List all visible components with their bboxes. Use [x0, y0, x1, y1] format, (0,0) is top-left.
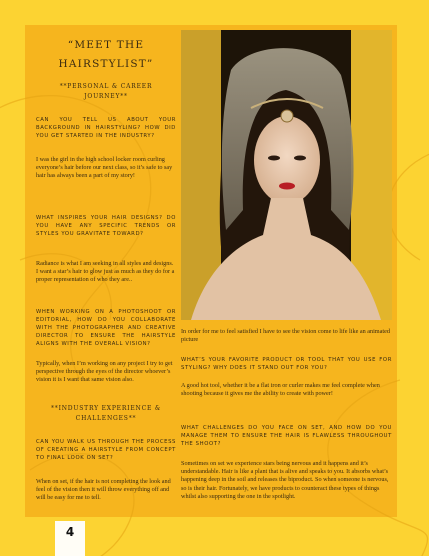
model-portrait-illustration	[181, 30, 392, 320]
page-number-box	[55, 521, 85, 556]
question-2: WHAT INSPIRES YOUR HAIR DESIGNS? DO YOU HAVE ANY SPECIFIC TRENDS OR STYLES YOU GRAVITATE TOWARD?	[36, 215, 176, 237]
section-heading-line-1: **PERSONAL & CAREER	[59, 83, 153, 90]
page-number: 4	[65, 525, 75, 539]
answer-6: Sometimes on set we experience stars being nervous and it happens and it’s understandable. Hair is like a plant that is alive and speaks to you. It absorbs what’s happening deep in the soil and releases the biproduct. So when someone is nervous, so is their hair. Fortunately, we have products to counteract these types of things whilst also supporting the one in the spotlight.	[181, 460, 389, 500]
answer-2: Radiance is what I am seeking in all styles and designs. I want a star’s hair to glow just as much as they do for a proper representation of who they are..	[36, 260, 175, 284]
left-column	[36, 30, 176, 502]
answer-3-continued: In order for me to feel satisfied I have to see the vision come to life like an animated picture	[181, 328, 390, 344]
hairstylist-model-photo	[181, 30, 392, 320]
section-heading-line-2: CHALLENGES**	[75, 415, 137, 422]
answer-1: I was the girl in the high school locker room curling everyone’s hair before our next class, so it’s safe to say hair has always been a part of my story!	[36, 156, 173, 180]
answer-5: A good hot tool, whether it be a flat iron or curler makes me feel complete when shooting because it gives me the ability to create with power!	[181, 382, 380, 398]
question-3: WHEN WORKING ON A PHOTOSHOOT OR EDITORIAL, HOW DO YOU COLLABORATE WITH THE PHOTOGRAPHER AND CREATIVE DIRECTOR TO ENSURE THE HAIRSTYLE ALIGNS WITH THE OVERALL VISION?	[36, 309, 176, 347]
section-heading-industry	[36, 404, 176, 424]
question-4: CAN YOU WALK US THROUGH THE PROCESS OF CREATING A HAIRSTYLE FROM CONCEPT TO FINAL LOOK ON SET?	[36, 439, 176, 461]
question-5: WHAT’S YOUR FAVORITE PRODUCT OR TOOL THAT YOU USE FOR STYLING? WHY DOES IT STAND OUT FOR YOU?	[181, 357, 392, 371]
answer-4: When on set, if the hair is not completing the look and feel of the vision then it will throw everything off and will be easy for me to tell.	[36, 478, 171, 502]
article-title	[36, 36, 176, 74]
question-6: WHAT CHALLENGES DO YOU FACE ON SET, AND HOW DO YOU MANAGE THEM TO ENSURE THE HAIR IS FLAWLESS THROUGHOUT THE SHOOT?	[181, 425, 392, 447]
section-heading-line-2: JOURNEY**	[84, 93, 128, 100]
section-heading-line-1: **INDUSTRY EXPERIENCE &	[50, 405, 161, 412]
question-1: CAN YOU TELL US ABOUT YOUR BACKGROUND IN HAIRSTYLING? HOW DID YOU GET STARTED IN THE INDUSTRY?	[36, 117, 176, 139]
title-line-2: HAIRSTYLIST”	[58, 58, 154, 70]
answer-3: Typically, when I’m working on any project I try to get perspective through the eyes of the director whoever’s vision it is I want that same vision also.	[36, 360, 173, 384]
section-heading-personal	[36, 82, 176, 102]
title-line-1: “MEET THE	[67, 39, 145, 51]
